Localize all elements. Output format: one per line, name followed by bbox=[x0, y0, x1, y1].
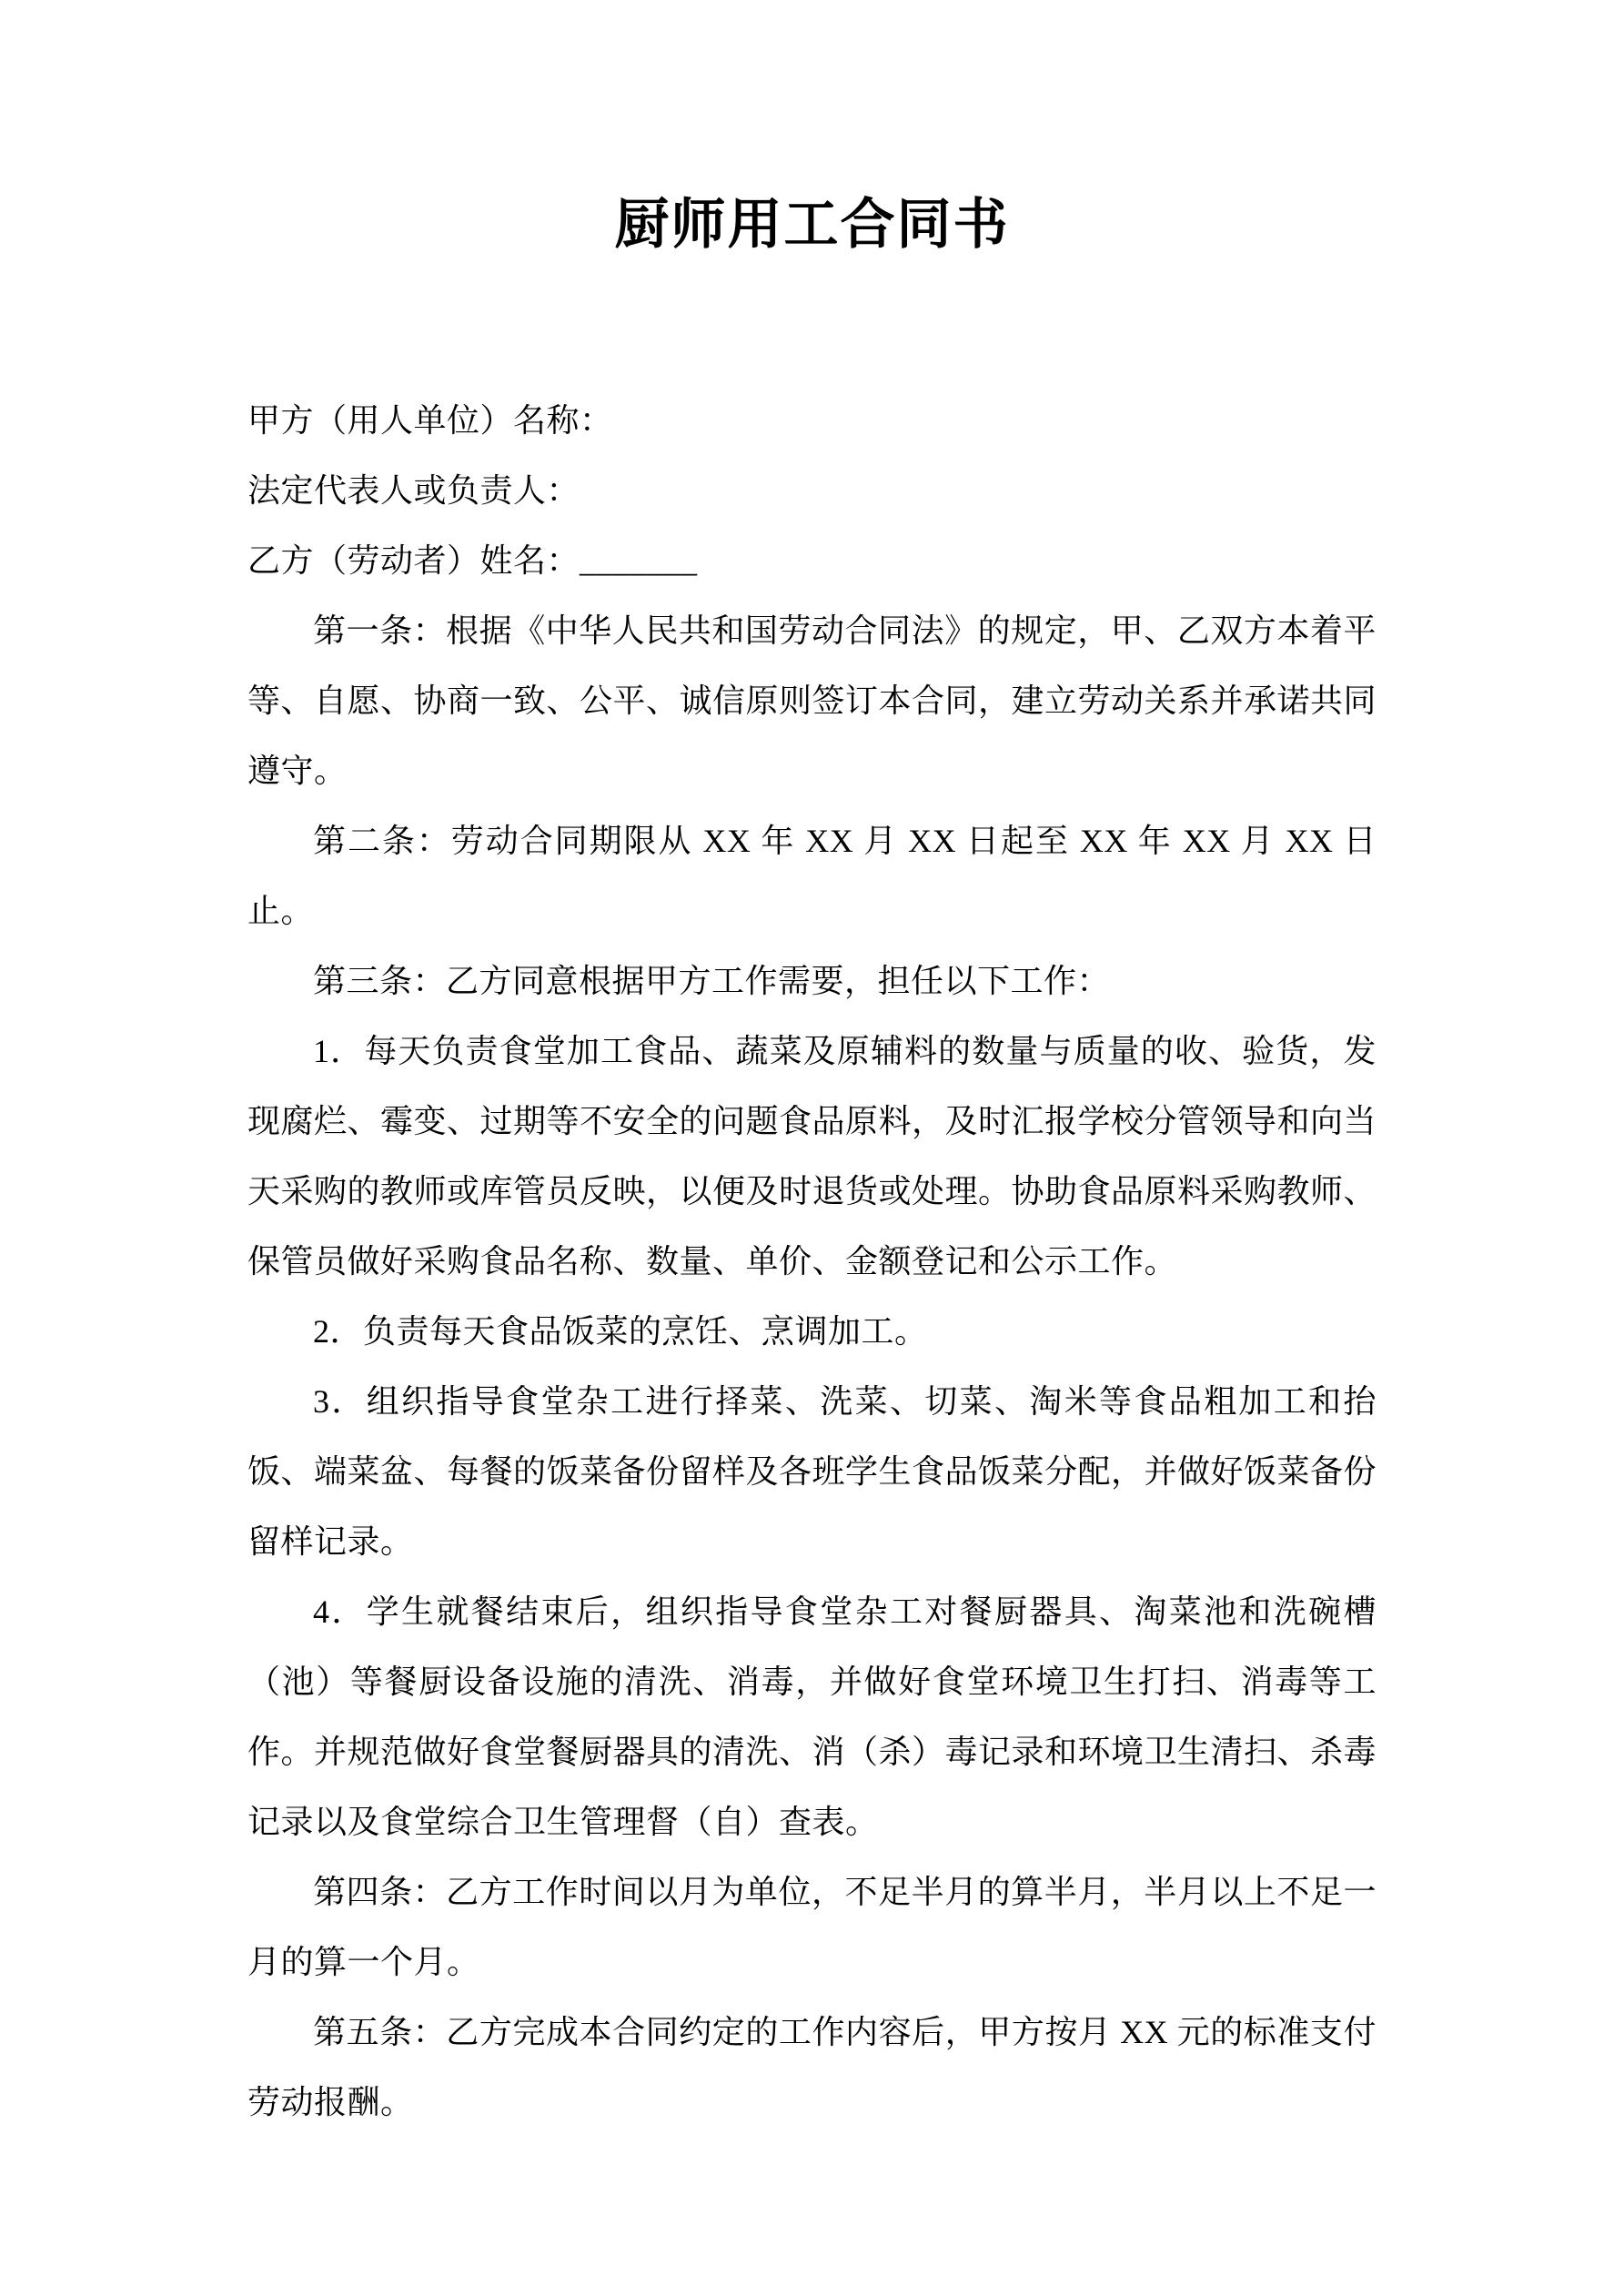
paragraph: 1．每天负责食堂加工食品、蔬菜及原辅料的数量与质量的收、验货，发现腐烂、霉变、过期等不安全的问题食品原料，及时汇报学校分管领导和向当天采购的教师或库管员反映，以便及时退货或处理。协助食品原料采购教师、保管员做好采购食品名称、数量、单价、金额登记和公示工作。 bbox=[247, 1033, 1377, 1279]
paragraph: 甲方（用人单位）名称： bbox=[247, 402, 613, 439]
paragraph: 第五条：乙方完成本合同约定的工作内容后，甲方按月 XX 元的标准支付劳动报酬。 bbox=[247, 2014, 1377, 2120]
paragraph: 第一条：根据《中华人民共和国劳动合同法》的规定，甲、乙双方本着平等、自愿、协商一致、公平、诚信原则签订本合同，建立劳动关系并承诺共同遵守。 bbox=[247, 612, 1377, 789]
document-title: 厨师用工合同书 bbox=[614, 195, 1010, 255]
paragraph: 第三条：乙方同意根据甲方工作需要，担任以下工作： bbox=[313, 963, 1111, 999]
paragraph: 法定代表人或负责人： bbox=[247, 472, 580, 509]
paragraph: 第四条：乙方工作时间以月为单位，不足半月的算半月，半月以上不足一月的算一个月。 bbox=[247, 1874, 1377, 1980]
paragraph: 4．学生就餐结束后，组织指导食堂杂工对餐厨器具、淘菜池和洗碗槽（池）等餐厨设备设施的清洗、消毒，并做好食堂环境卫生打扫、消毒等工作。并规范做好食堂餐厨器具的清洗、消（杀）毒记录和环境卫生清扫、杀毒记录以及食堂综合卫生管理督（自）查表。 bbox=[247, 1593, 1377, 1840]
paragraph: 乙方（劳动者）姓名：_______ bbox=[247, 542, 698, 579]
document-body bbox=[247, 386, 1377, 2138]
paragraph: 3．组织指导食堂杂工进行择菜、洗菜、切菜、淘米等食品粗加工和抬饭、端菜盆、每餐的饭菜备份留样及各班学生食品饭菜分配，并做好饭菜备份留样记录。 bbox=[247, 1383, 1377, 1560]
paragraph: 第二条：劳动合同期限从 XX 年 XX 月 XX 日起至 XX 年 XX 月 XX 日止。 bbox=[247, 823, 1377, 929]
paragraph: 2．负责每天食品饭菜的烹饪、烹调加工。 bbox=[313, 1313, 928, 1350]
